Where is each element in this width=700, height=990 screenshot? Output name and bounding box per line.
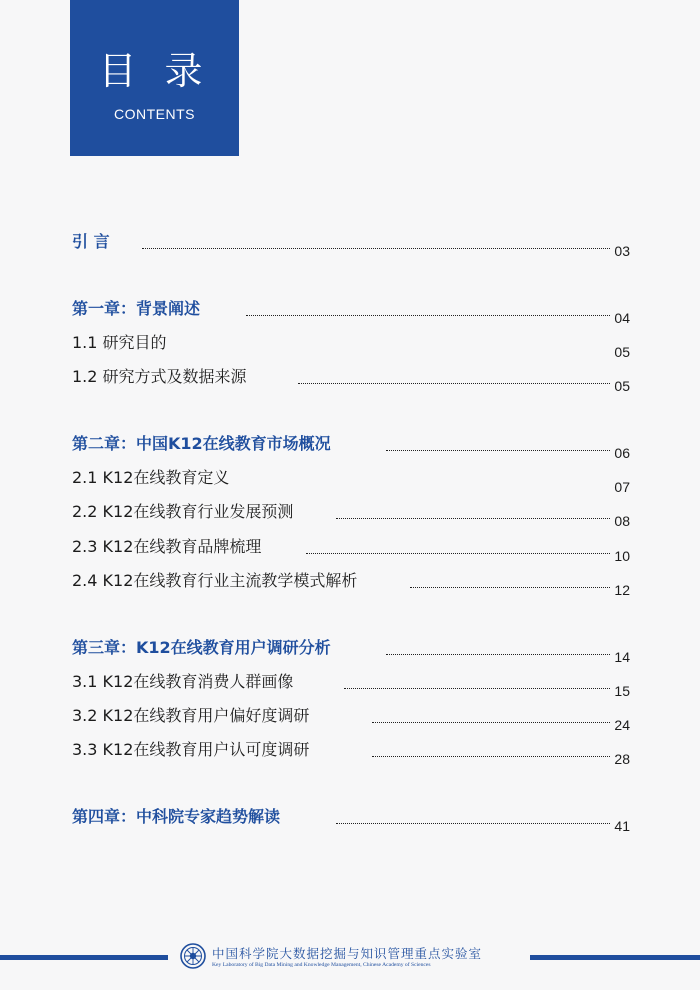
toc-page-number: 05 bbox=[614, 344, 630, 360]
toc-entry-label: 3.3 K12在线教育用户认可度调研 bbox=[72, 740, 310, 759]
dot-leader bbox=[372, 722, 610, 723]
toc-page-number: 15 bbox=[614, 683, 630, 699]
toc-page-number: 08 bbox=[614, 513, 630, 529]
toc-page-number: 24 bbox=[614, 717, 630, 733]
toc-entry-1-2[interactable] bbox=[72, 364, 630, 394]
footer-divider-left bbox=[0, 955, 168, 960]
toc-page-number: 06 bbox=[614, 445, 630, 461]
dot-leader bbox=[386, 450, 610, 451]
toc-entry-chapter-3[interactable] bbox=[72, 635, 630, 665]
dot-leader bbox=[246, 315, 610, 316]
toc-entry-chapter-4[interactable] bbox=[72, 804, 630, 834]
toc-entry-chapter-2[interactable] bbox=[72, 431, 630, 461]
toc-entry-label: 1.1 研究目的 bbox=[72, 333, 167, 352]
dot-leader bbox=[386, 654, 610, 655]
toc-entry-label: 3.2 K12在线教育用户偏好度调研 bbox=[72, 706, 310, 725]
toc-entry-3-3[interactable] bbox=[72, 737, 630, 767]
toc-entry-label: 第三章：K12在线教育用户调研分析 bbox=[72, 638, 331, 657]
toc-page-number: 03 bbox=[614, 243, 630, 259]
toc-page-number: 14 bbox=[614, 649, 630, 665]
toc-entry-2-4[interactable] bbox=[72, 568, 630, 598]
toc-entry-chapter-1[interactable] bbox=[72, 296, 630, 326]
toc-entry-intro[interactable] bbox=[72, 229, 630, 259]
toc-entry-label: 1.2 研究方式及数据来源 bbox=[72, 367, 247, 386]
toc-entry-label: 2.2 K12在线教育行业发展预测 bbox=[72, 502, 294, 521]
dot-leader bbox=[336, 518, 610, 519]
cas-emblem-icon bbox=[180, 943, 206, 969]
toc-entry-2-2[interactable] bbox=[72, 499, 630, 529]
footer-lab-name-en: Key Laboratory of Big Data Mining and Knowledge Management, Chinese Academy of Sciences bbox=[212, 962, 431, 968]
toc-entry-3-2[interactable] bbox=[72, 703, 630, 733]
dot-leader bbox=[142, 248, 610, 249]
toc-page-number: 28 bbox=[614, 751, 630, 767]
toc-page-number: 07 bbox=[614, 479, 630, 495]
toc-page-number: 10 bbox=[614, 548, 630, 564]
toc-entry-label: 第一章：背景阐述 bbox=[72, 299, 201, 318]
page-title: 目 录 bbox=[98, 49, 211, 93]
footer-lab-name: 中国科学院大数据挖掘与知识管理重点实验室 bbox=[212, 946, 483, 961]
dot-leader bbox=[336, 823, 610, 824]
dot-leader bbox=[410, 587, 610, 588]
toc-entry-2-1[interactable] bbox=[72, 465, 630, 495]
dot-leader bbox=[372, 756, 610, 757]
toc-entry-label: 第四章：中科院专家趋势解读 bbox=[72, 807, 281, 826]
toc-entry-label: 引 言 bbox=[72, 232, 110, 251]
toc-page-number: 04 bbox=[614, 310, 630, 326]
toc-entry-label: 2.3 K12在线教育品牌梳理 bbox=[72, 537, 262, 556]
footer-divider-right bbox=[530, 955, 700, 960]
toc-page-number: 12 bbox=[614, 582, 630, 598]
toc-entry-1-1[interactable] bbox=[72, 330, 630, 360]
toc-page-number: 41 bbox=[614, 818, 630, 834]
dot-leader bbox=[298, 383, 610, 384]
toc-page-number: 05 bbox=[614, 378, 630, 394]
toc-entry-label: 3.1 K12在线教育消费人群画像 bbox=[72, 672, 294, 691]
toc-entry-label: 第二章：中国K12在线教育市场概况 bbox=[72, 434, 331, 453]
dot-leader bbox=[344, 688, 610, 689]
toc-entry-2-3[interactable] bbox=[72, 534, 630, 564]
toc-entry-3-1[interactable] bbox=[72, 669, 630, 699]
dot-leader bbox=[306, 553, 610, 554]
toc-entry-label: 2.4 K12在线教育行业主流教学模式解析 bbox=[72, 571, 358, 590]
page-subtitle: CONTENTS bbox=[114, 106, 195, 122]
toc-entry-label: 2.1 K12在线教育定义 bbox=[72, 468, 230, 487]
